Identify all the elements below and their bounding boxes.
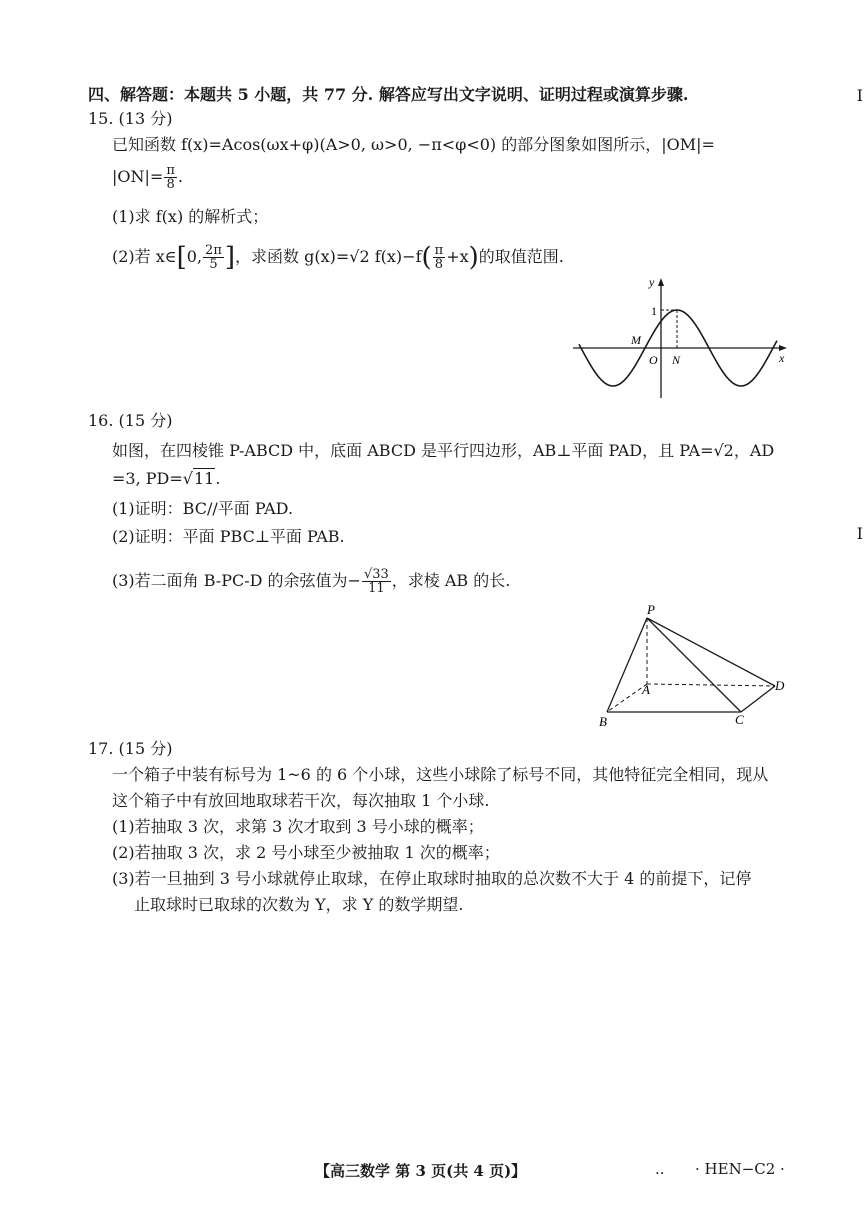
problem-15-q2: (2)若 x∈[0, $\frac{2\pi}{5}$ ]，求函数 g(x)=√2 f(x)−f( $\frac{\pi}{8}$ +x)的取值范围. (112, 242, 564, 273)
problem-15-q1: (1)求 f(x) 的解析式； (112, 207, 269, 226)
problem-17-q3-line2: 止取球时已取球的次数为 Y，求 Y 的数学期望. (134, 895, 464, 914)
graph-x-label: x (779, 351, 785, 365)
edge-mark-middle: I (856, 524, 863, 543)
graph-one-label: 1 (651, 304, 657, 318)
problem-16-number: 16. (15 分) (88, 411, 173, 430)
problem-16-line1: 如图，在四棱锥 P-ABCD 中，底面 ABCD 是平行四边形，AB⊥平面 PAD，且 PA=√2，AD (112, 441, 775, 460)
edge-mark-top: I (856, 86, 863, 105)
problem-15-line1: 已知函数 f(x)=Acos(ωx+φ)(A>0, ω>0, −π<φ<0) 的部分图象如图所示，|OM|= (112, 135, 715, 154)
graph-O-label: O (649, 353, 658, 367)
graph-M-label: M (631, 333, 641, 347)
cosine-graph-figure (565, 272, 795, 404)
problem-15-line2: |ON|= $\frac{\pi}{8}$ . (112, 163, 183, 192)
vertex-A-label: A (642, 682, 650, 697)
problem-17-q2: (2)若抽取 3 次，求 2 号小球至少被抽取 1 次的概率； (112, 843, 500, 862)
vertex-P-label: P (647, 602, 655, 617)
graph-N-label: N (672, 353, 681, 367)
pyramid-figure (595, 600, 795, 730)
problem-17-line1: 一个箱子中装有标号为 1~6 的 6 个小球，这些小球除了标号不同，其他特征完全相同，现从 (112, 765, 769, 784)
section-header: 四、解答题：本题共 5 小题，共 77 分. 解答应写出文字说明、证明过程或演算步骤. (88, 85, 689, 104)
problem-15-number: 15. (13 分) (88, 109, 173, 128)
problem-17-q3-line1: (3)若一旦抽到 3 号小球就停止取球，在停止取球时抽取的总次数不大于 4 的前提下，记停 (112, 869, 752, 888)
problem-16-q1: (1)证明：BC//平面 PAD. (112, 499, 294, 518)
vertex-C-label: C (735, 712, 744, 727)
problem-16-line2: =3, PD=√11. (112, 469, 221, 488)
vertex-B-label: B (599, 714, 607, 729)
graph-y-label: y (649, 275, 655, 289)
problem-16-q2: (2)证明：平面 PBC⊥平面 PAB. (112, 527, 345, 546)
problem-17-line2: 这个箱子中有放回地取球若干次，每次抽取 1 个小球. (112, 791, 490, 810)
problem-17-number: 17. (15 分) (88, 739, 173, 758)
footer-page-info: 【高三数学 第 3 页(共 4 页)】 (315, 1162, 527, 1180)
fraction-pi-over-8: $\frac{\pi}{8}$ (166, 163, 175, 192)
footer-code: · HEN−C2 · (695, 1160, 785, 1178)
problem-16-q3: (3)若二面角 B-PC-D 的余弦值为− $\frac{√33}{11}$ ，求棱 AB 的长. (112, 567, 511, 596)
footer-dots: .. (655, 1160, 665, 1178)
problem-17-q1: (1)若抽取 3 次，求第 3 次才取到 3 号小球的概率； (112, 817, 484, 836)
vertex-D-label: D (775, 678, 785, 693)
